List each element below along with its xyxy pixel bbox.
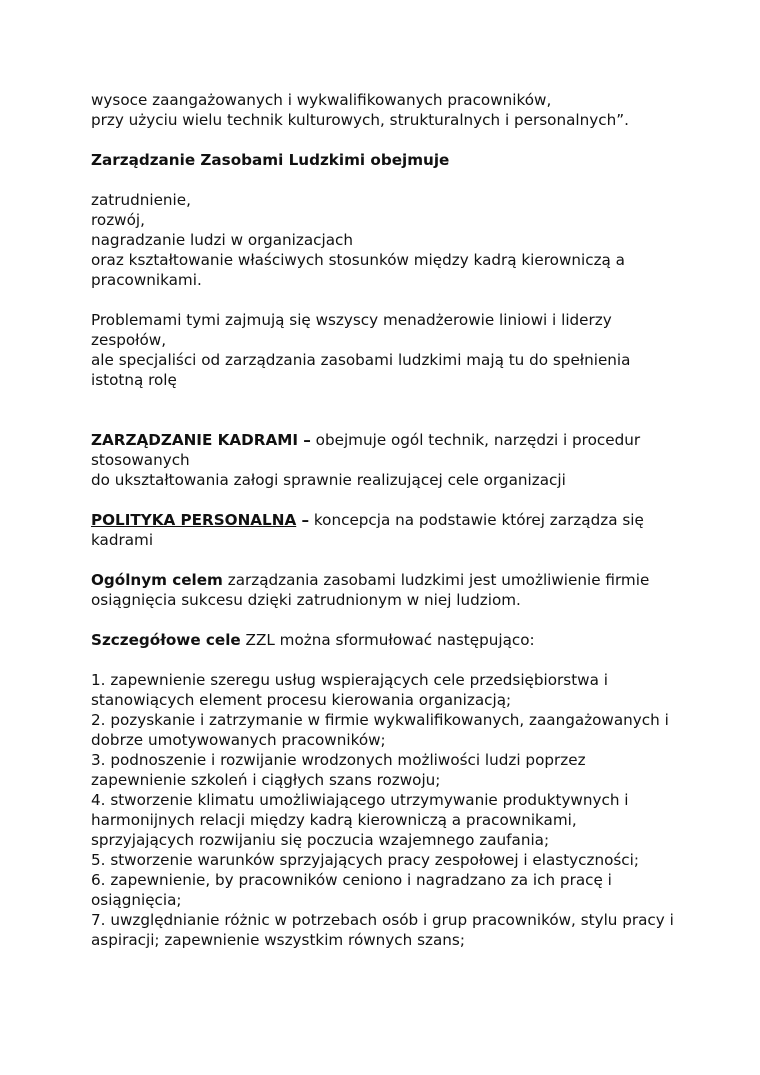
kadry-definition [91,430,681,470]
goals-list-item: 5. stworzenie warunków sprzyjających pracy zespołowej i elastyczności; [91,851,639,869]
goal-definition: zarządzania zasobami ludzkimi jest umożliwienie firmie osiągnięcia sukcesu dzięki zatrudnionym w niej ludziom. [91,571,650,609]
problems-line-2: ale specjaliści od zarządzania zasobami ludzkimi mają tu do spełnienia istotną rolę [91,351,631,389]
goals-list-item: 1. zapewnienie szeregu usług wspierających cele przedsiębiorstwa i stanowiących element procesu kierowania organizacją; [91,671,608,709]
document-page [91,90,681,950]
detailed-definition: ZZL można sformułować następująco: [240,631,535,649]
goals-list-item: 6. zapewnienie, by pracowników ceniono i nagradzano za ich pracę i osiągnięcia; [91,871,612,909]
zzl-list-item: rozwój, [91,211,145,229]
kadry-definition-text: obejmuje ogól technik, narzędzi i procedur stosowanych [91,431,641,469]
intro-line-1: wysoce zaangażowanych i wykwalifikowanych pracowników, [91,91,552,109]
goal-term: Ogólnym celem [91,571,223,589]
kadry-line-2: do ukształtowania załogi sprawnie realizującej cele organizacji [91,471,566,489]
intro-line-2: przy użyciu wielu technik kulturowych, strukturalnych i personalnych”. [91,111,629,129]
polityka-dash: – [296,511,310,529]
detailed-term: Szczegółowe cele [91,631,241,649]
zzl-list-item: zatrudnienie, [91,191,191,209]
zzl-list-item: oraz kształtowanie właściwych stosunków między kadrą kierowniczą a pracownikami. [91,251,625,289]
problems-line-1: Problemami tymi zajmują się wszyscy menadżerowie liniowi i liderzy zespołów, [91,311,612,349]
polityka-definition [91,510,681,550]
zzl-heading: Zarządzanie Zasobami Ludzkimi obejmuje [91,151,450,169]
goals-list-item: 3. podnoszenie i rozwijanie wrodzonych możliwości ludzi poprzez zapewnienie szkoleń i ciągłych szans rozwoju; [91,751,586,789]
goals-list-item: 4. stworzenie klimatu umożliwiającego utrzymywanie produktywnych i harmonijnych relacji między kadrą kierowniczą a pracownikami, sprzyjających rozwijaniu się poczucia wzajemnego zaufania; [91,791,629,849]
goals-list-item: 2. pozyskanie i zatrzymanie w firmie wykwalifikowanych, zaangażowanych i dobrze umotywowanych pracowników; [91,711,669,749]
zzl-list-item: nagradzanie ludzi w organizacjach [91,231,354,249]
kadry-term: ZARZĄDZANIE KADRAMI – [91,431,311,449]
polityka-term: POLITYKA PERSONALNA [91,511,297,529]
goals-list-item: 7. uwzględnianie różnic w potrzebach osób i grup pracowników, stylu pracy i aspiracji; zapewnienie wszystkim równych szans; [91,911,674,949]
detailed-heading [91,630,681,650]
goal-paragraph [91,570,681,610]
polityka-definition-text: koncepcja na podstawie której zarządza się kadrami [91,511,644,549]
